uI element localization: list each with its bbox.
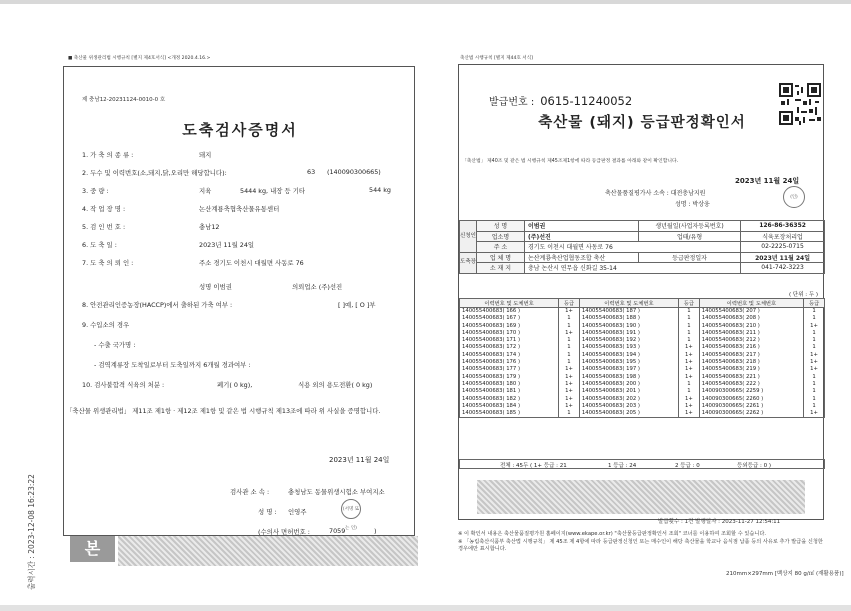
- trace-number-cell: 140055400683( 208 ): [699, 315, 803, 322]
- trace-number-cell: 140055400683( 167 ): [460, 315, 559, 322]
- trace-number-cell: 140055400683( 210 ): [699, 323, 803, 330]
- qr-code-icon: [779, 83, 821, 125]
- table-row: [460, 330, 825, 337]
- trace-number-cell: 140055400683( 185 ): [460, 410, 559, 418]
- applicant-table: 신청인 성 명 이범권 생년월일(사업자등록번호) 126-86-36352 업소명 (주)선진 업태/유형 식육포장처리업 주 소 경기도 이천시 대월면 사동로 76 02-2225-0715 도축장 업 체 명 논산계룡축산업협동조합 축산 등급판정일자 2023년 11월 24일 소 재 지 충남 논산시 연무읍 신화길 35-14 041-742-3223: [459, 220, 825, 274]
- grading-date: 2023년 11월 24일: [735, 177, 800, 185]
- grade-cell: 1+: [559, 388, 580, 395]
- grade-cell: 1+: [559, 374, 580, 381]
- certification-statement: 「축산물 위생관리법」 제11조 제1항 · 제12조 제1항 및 같은 법 시행규칙 제13조에 따라 위 사실을 증명합니다.: [66, 407, 381, 415]
- grader-name: 성명 : 박상웅: [675, 201, 710, 208]
- trace-number-cell: 140055400683( 211 ): [699, 330, 803, 337]
- row-weight: 3. 중 량 : 지육 5444 kg, 내장 등 기타 544 kg: [82, 186, 391, 195]
- trace-number-cell: 140055400683( 197 ): [579, 366, 678, 373]
- inspector-org: 충청남도 동물위생시험소 부여지소: [288, 488, 385, 496]
- trace-number-cell: 140055400683( 216 ): [699, 344, 803, 351]
- trace-number-cell: 140055400683( 200 ): [579, 381, 678, 388]
- row-slaughter-date: 6. 도 축 일 : 2023년 11월 24일: [82, 241, 255, 249]
- trace-number-cell: 140055400683( 212 ): [699, 337, 803, 344]
- trace-number-cell: 140055400683( 171 ): [460, 337, 559, 344]
- grade-cell: 1: [804, 396, 825, 403]
- grade-cell: 1+: [559, 403, 580, 410]
- grade-cell: 1+: [804, 323, 825, 330]
- grade-cell: 1: [678, 330, 699, 337]
- grade-cell: 1+: [804, 359, 825, 366]
- trace-number-cell: 140055400683( 219 ): [699, 366, 803, 373]
- table-row: [460, 337, 825, 344]
- issue-number: 발급번호 : 0615-11240052: [489, 94, 633, 108]
- trace-number-cell: 140055400683( 201 ): [579, 388, 678, 395]
- grade-cell: 1: [678, 315, 699, 322]
- grade-cell: 1: [559, 315, 580, 322]
- trace-number-cell: 140055400683( 177 ): [460, 366, 559, 373]
- row-import: 9. 수입소의 경우: [82, 321, 130, 329]
- grade-cell: 1: [559, 344, 580, 351]
- table-row: [460, 403, 825, 410]
- trace-number-cell: 140055400683( 187 ): [579, 308, 678, 316]
- grade-cell: 1+: [559, 381, 580, 388]
- grade-cell: 1+: [678, 366, 699, 373]
- grade-cell: 1: [804, 330, 825, 337]
- grade-cell: 1: [559, 359, 580, 366]
- grader-org: 축산물품질평가사 소속 : 대전충남지원: [605, 190, 706, 197]
- form-header: ■ 축산물 위생관리법 시행규칙 [별지 제4호서식] <개정 2020.4.16.>: [68, 56, 211, 61]
- grade-cell: 1: [804, 344, 825, 351]
- trace-number-cell: 140055400683( 192 ): [579, 337, 678, 344]
- table-row: [460, 344, 825, 351]
- grade-cell: 1+: [678, 359, 699, 366]
- grade-cell: 1: [804, 403, 825, 410]
- grade-cell: 1: [804, 315, 825, 322]
- grade-cell: 1+: [678, 396, 699, 403]
- trace-number-cell: 140055400683( 195 ): [579, 359, 678, 366]
- trace-number-cell: 140055400683( 172 ): [460, 344, 559, 351]
- trace-number-cell: 140055400683( 205 ): [579, 410, 678, 418]
- trace-number-cell: 140055400683( 218 ): [699, 359, 803, 366]
- doc-number: 제 충남12-20231124-0010-0 호: [82, 97, 166, 103]
- row-requester: 7. 도 축 의 뢰 인 : 주소 경기도 이천시 대월면 사동로 76: [82, 259, 304, 267]
- trace-number-cell: 140055400683( 176 ): [460, 359, 559, 366]
- certificate-date: 2023년 11월 24일: [329, 456, 390, 464]
- grade-cell: 1+: [678, 344, 699, 351]
- grade-cell: 1: [559, 352, 580, 359]
- grader-seal: (인): [783, 186, 805, 208]
- grade-cell: 1+: [559, 308, 580, 316]
- trace-number-cell: 140055400683( 182 ): [460, 396, 559, 403]
- grade-cell: 1: [804, 374, 825, 381]
- trace-number-cell: 140055400683( 166 ): [460, 308, 559, 316]
- stamp-mark: 본: [70, 536, 115, 562]
- certificate-title: 도축검사증명서: [182, 121, 298, 139]
- grade-cell: 1: [559, 337, 580, 344]
- trace-number-cell: 140055400683( 174 ): [460, 352, 559, 359]
- table-row: [460, 410, 825, 418]
- row-disposal: 10. 검사불합격 식육의 처분 : 폐기( 0 kg), 식용 외의 용도전환( 0 kg): [82, 381, 373, 389]
- table-row: [460, 359, 825, 366]
- row-stamp-number: 5. 검 인 번 호 : 충남12: [82, 223, 220, 231]
- table-row: [460, 366, 825, 373]
- table-row: [460, 388, 825, 395]
- license-close: ): [374, 527, 377, 535]
- grade-cell: 1: [804, 388, 825, 395]
- trace-header-row: 이력번호 및 도체번호 등급 이력번호 및 도체번호 등급 이력번호 및 도체번호 등급: [460, 299, 825, 308]
- trace-number-cell: 140055400683( 180 ): [460, 381, 559, 388]
- trace-number-cell: 140090300665( 2259 ): [699, 388, 803, 395]
- grade-cell: 1+: [559, 330, 580, 337]
- slaughter-certificate: [60, 55, 435, 545]
- grade-cell: 1: [678, 381, 699, 388]
- grade-cell: 1+: [678, 410, 699, 418]
- trace-number-cell: 140055400683( 188 ): [579, 315, 678, 322]
- trace-number-cell: 140055400683( 170 ): [460, 330, 559, 337]
- table-row: [460, 352, 825, 359]
- print-timestamp: 출력시간 : 2023-12-08 16:23:22: [27, 474, 36, 590]
- inspector-name-label: 성 명 :: [258, 508, 277, 516]
- grading-frame: [458, 64, 824, 520]
- grade-cell: 1+: [804, 366, 825, 373]
- grade-cell: 1: [678, 323, 699, 330]
- row-export-country: - 수출 국가명 :: [94, 341, 136, 349]
- certificate-frame: 제 충남12-20231124-0010-0 호 도축검사증명서 1. 가 축 의 종 류 : 돼지 2. 두수 및 이력번호(소,돼지,닭,오리만 해당합니다): 63 (140090300665) 3. 중 량 : 지육 5444 kg, 내장 등 기타 544 kg 4. 작 업 장 명 : 논산계룡축협축산물유통센터 5. 검 인 번 호 : 충남12 6. 도 축 일 : 2023년 11월 24일 7. 도 축 의 뢰 인 : 주소 경기도 이천시 대월면 사동로 76 성명 이범권 의뢰업소 (주)선진 8. 안전관리인증농장(HACCP)에서 출하된 가축 여부 : [ ]예, [ O ]부 9. 수입소의 경우 - 수출 국가명 : - 검역계류장 도착일로부터 도축일까지 6개월 경과여부 : 10. 검사불합격 식육의 처분 : 폐기( 0 kg), 식용 외의 용도전환( 0 kg) 「축산물 위생관리법」 제11조 제1항 · 제12조 제1항 및 같은 법 시행규칙 제13조에 따라 위 사실을 증명합니다. 2023년 11월 24일 검사관 소 속 : 충청남도 동물위생시험소 부여지소 성 명 : 인영주 (서명 또는 인) (수의사 면허번호 : 7059 ): [63, 66, 415, 536]
- trace-number-cell: 140055400683( 202 ): [579, 396, 678, 403]
- row-head-count: 2. 두수 및 이력번호(소,돼지,닭,오리만 해당합니다): 63 (140090300665): [82, 168, 381, 177]
- grade-cell: 1+: [678, 374, 699, 381]
- trace-number-cell: 140055400683( 221 ): [699, 374, 803, 381]
- grade-cell: 1+: [804, 410, 825, 418]
- grade-cell: 1+: [678, 403, 699, 410]
- trace-number-cell: 140055400683( 193 ): [579, 344, 678, 351]
- row-haccp: 8. 안전관리인증농장(HACCP)에서 출하된 가축 여부 : [ ]예, [ O ]부: [82, 301, 376, 309]
- table-row: [460, 308, 825, 316]
- trace-number-cell: 140090300665( 2260 ): [699, 396, 803, 403]
- row-quarantine: - 검역계류장 도착일로부터 도축일까지 6개월 경과여부 :: [94, 361, 251, 369]
- paper-spec: 210mm×297mm [백상지 80 g/㎡ (재활용품)]: [726, 571, 844, 577]
- grade-cell: 1: [678, 308, 699, 316]
- footnotes: ※ 이 확인서 내용은 축산물품질평가원 홈페이지(www.ekape.or.kr) "축산물등급판정확인서 조회" 코너를 이용하여 조회할 수 있습니다. ※ 「농림축산식품부 축산법 시행규칙」 제 45조 제 4항에 따라 등급판정신청인 또는 매수인이 해당 축산물을 학교나 음식점 납품 등의 사유로 추가 발급을 신청한 경우에만 표시합니다.: [458, 531, 823, 552]
- license-number: 7059: [329, 527, 346, 535]
- redacted-barcode: [477, 480, 805, 514]
- issue-info: 발급횟수 : 1건 발행일자 : 2023-11-27 12:54:11: [658, 519, 781, 525]
- inspector-seal: (서명 또는 인): [341, 499, 361, 519]
- grade-cell: 1: [804, 308, 825, 316]
- trace-number-cell: 140055400683( 194 ): [579, 352, 678, 359]
- viewer-top-border: [0, 0, 851, 4]
- grade-cell: 1+: [678, 352, 699, 359]
- trace-number-cell: 140055400683( 217 ): [699, 352, 803, 359]
- grade-totals: 전체 : 45두 ( 1+ 등급 : 21 1 등급 : 24 2 등급 : 0 등외등급 : 0 ): [459, 459, 825, 469]
- trace-table: [459, 298, 825, 418]
- grade-cell: 1: [559, 323, 580, 330]
- grade-cell: 1+: [804, 352, 825, 359]
- trace-number-cell: 140055400683( 190 ): [579, 323, 678, 330]
- inspector-name: 인영주: [288, 508, 307, 516]
- table-row: [460, 315, 825, 322]
- trace-number-cell: 140055400683( 191 ): [579, 330, 678, 337]
- table-row: [460, 381, 825, 388]
- grade-cell: 1+: [559, 396, 580, 403]
- table-row: [460, 396, 825, 403]
- grading-certificate: [458, 55, 844, 585]
- trace-number-cell: 140055400683( 203 ): [579, 403, 678, 410]
- trace-number-cell: 140090300665( 2261 ): [699, 403, 803, 410]
- trace-number-cell: 140055400683( 184 ): [460, 403, 559, 410]
- row-livestock-type: 1. 가 축 의 종 류 : 돼지: [82, 151, 212, 159]
- trace-number-cell: 140055400683( 198 ): [579, 374, 678, 381]
- grade-cell: 1: [678, 388, 699, 395]
- grade-cell: 1: [559, 410, 580, 418]
- unit-label: ( 단위 : 두 ): [789, 292, 819, 298]
- trace-number-cell: 140090300665( 2262 ): [699, 410, 803, 418]
- grade-cell: 1+: [559, 366, 580, 373]
- trace-number-cell: 140055400683( 222 ): [699, 381, 803, 388]
- form-header: 축산법 시행규칙 [별지 제44호 서식]: [460, 56, 533, 61]
- grade-cell: 1: [804, 337, 825, 344]
- table-row: [460, 374, 825, 381]
- grade-cell: 1: [804, 381, 825, 388]
- trace-number-cell: 140055400683( 207 ): [699, 308, 803, 316]
- row-workplace: 4. 작 업 장 명 : 논산계룡축협축산물유통센터: [82, 205, 280, 213]
- trace-number-cell: 140055400683( 179 ): [460, 374, 559, 381]
- viewer-bottom-border: [0, 605, 851, 611]
- trace-number-cell: 140055400683( 181 ): [460, 388, 559, 395]
- grading-title: 축산물 (돼지) 등급판정확인서: [538, 115, 746, 131]
- law-note: 「축산법」 제40조 및 같은 법 시행규칙 제45조제1항에 따라 등급판정 결과를 아래와 같이 확인합니다.: [462, 159, 679, 164]
- table-row: [460, 323, 825, 330]
- trace-number-cell: 140055400683( 169 ): [460, 323, 559, 330]
- inspector-org-label: 검사관 소 속 :: [230, 488, 270, 496]
- redacted-barcode: [118, 536, 418, 566]
- license-label: (수의사 면허번호 :: [258, 528, 310, 536]
- grade-cell: 1: [678, 337, 699, 344]
